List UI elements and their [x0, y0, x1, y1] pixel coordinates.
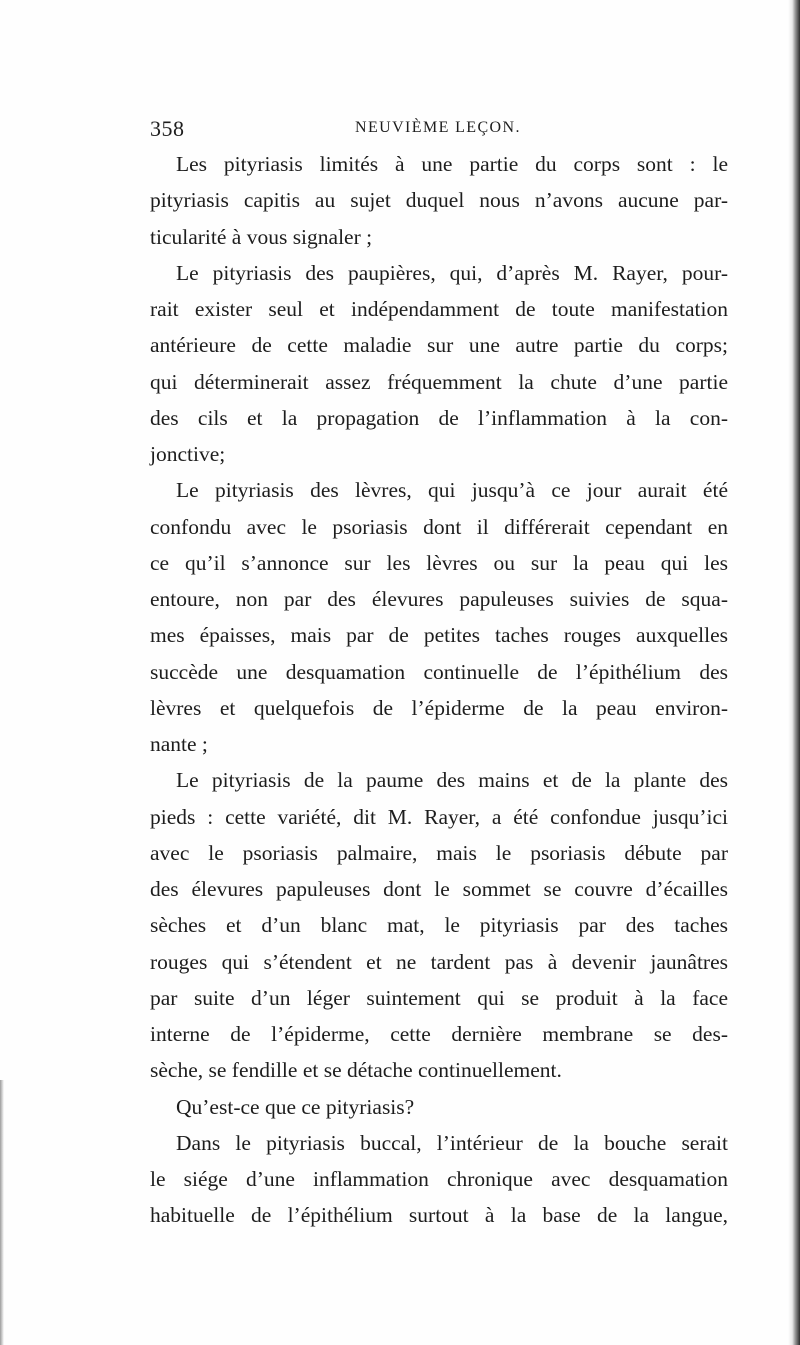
text-line: nante ;	[150, 732, 208, 756]
text-line: interne de l’épiderme, cette dernière membrane se des-	[150, 1022, 728, 1046]
text-line: antérieure de cette maladie sur une autre partie du corps;	[150, 333, 728, 358]
text-line: ce qu’il s’annonce sur les lèvres ou sur la peau qui les	[150, 550, 728, 575]
text-line: succède une desquamation continuelle de l’épithélium des	[150, 659, 728, 684]
text-line: ticularité à vous signaler ;	[150, 224, 373, 249]
text-line: des cils et la propagation de l’inflammation à la con-	[150, 405, 728, 430]
running-title: NEUVIÈME LEÇON.	[355, 119, 521, 136]
text-line: mes épaisses, mais par de petites taches rouges auxquelles	[150, 623, 728, 648]
text-line: Dans le pityriasis buccal, l’intérieur de la bouche serait	[176, 1130, 728, 1155]
text-line: des élevures papuleuses dont le sommet se couvre d’écailles	[150, 877, 728, 901]
page-left-edge-shadow	[0, 1080, 4, 1345]
page-header	[150, 116, 728, 142]
text-line: confondu avec le psoriasis dont il différerait cependant en	[150, 514, 728, 539]
text-line: Le pityriasis des lèvres, qui jusqu’à ce jour aurait été	[176, 478, 728, 503]
page-right-edge-shadow	[788, 0, 800, 1345]
text-line: Le pityriasis de la paume des mains et de la plante des	[176, 768, 728, 793]
text-line: Qu’est-ce que ce pityriasis?	[176, 1094, 415, 1119]
text-line: le siége d’une inflammation chronique avec desquamation	[150, 1167, 728, 1191]
text-line: Le pityriasis des paupières, qui, d’après M. Rayer, pour-	[176, 260, 728, 285]
text-line: sèches et d’un blanc mat, le pityriasis par des taches	[150, 913, 728, 938]
text-line: entoure, non par des élevures papuleuses suivies de squa-	[150, 587, 728, 611]
text-line: avec le psoriasis palmaire, mais le psoriasis débute par	[150, 840, 728, 865]
text-line: habituelle de l’épithélium surtout à la base de la langue,	[150, 1203, 728, 1228]
text-line: pityriasis capitis au sujet duquel nous n’avons aucune par-	[150, 188, 728, 213]
text-line: lèvres et quelquefois de l’épiderme de la peau environ-	[150, 695, 728, 720]
text-line: qui déterminerait assez fréquemment la chute d’une partie	[150, 369, 728, 394]
text-line: rouges qui s’étendent et ne tardent pas à devenir jaunâtres	[150, 949, 728, 974]
text-line: pieds : cette variété, dit M. Rayer, a été confondue jusqu’ici	[150, 804, 728, 829]
text-line: sèche, se fendille et se détache continuellement.	[150, 1058, 562, 1083]
text-line: rait exister seul et indépendamment de toute manifestation	[150, 297, 728, 321]
text-line: jonctive;	[150, 442, 226, 466]
page-number: 358	[150, 116, 185, 141]
text-line: par suite d’un léger suintement qui se produit à la face	[150, 985, 728, 1010]
text-line: Les pityriasis limités à une partie du corps sont : le	[176, 152, 728, 176]
body-text	[150, 146, 728, 1234]
